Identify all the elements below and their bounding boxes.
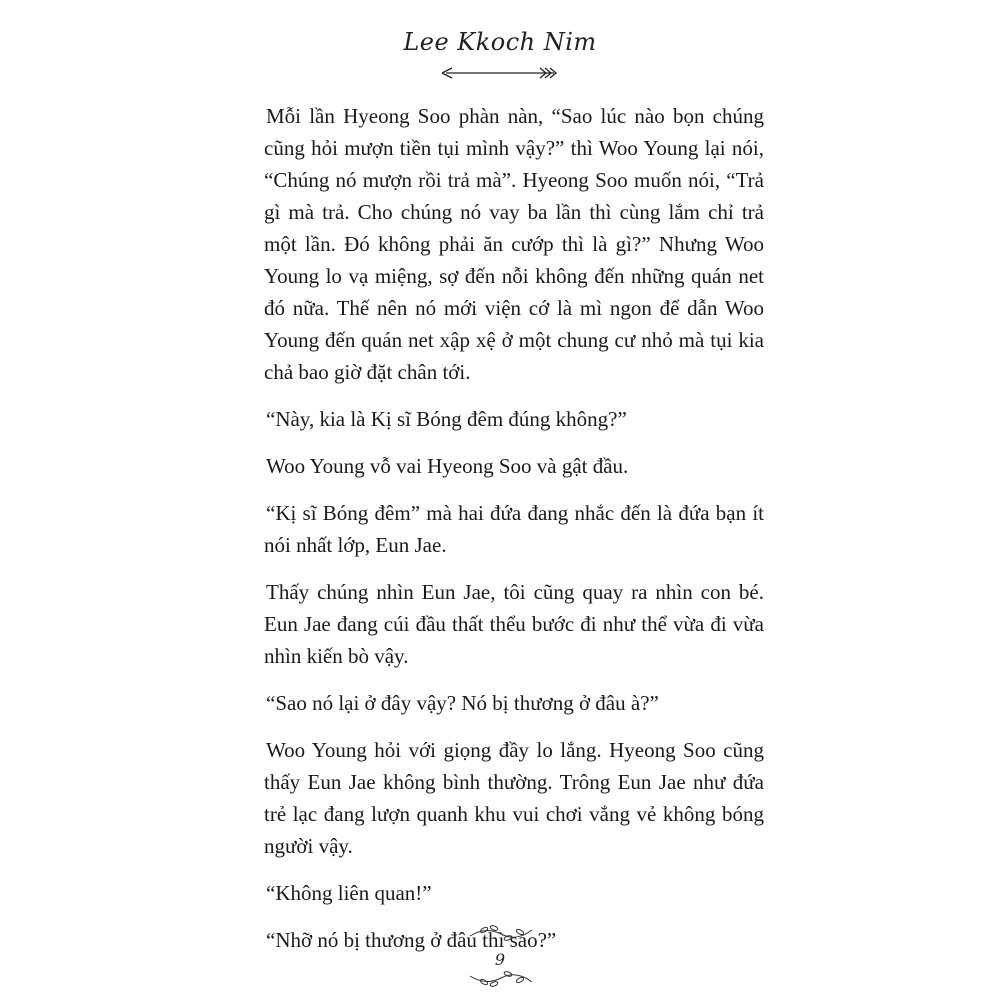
paragraph: “Kị sĩ Bóng đêm” mà hai đứa đang nhắc đến là đứa bạn ít nói nhất lớp, Eun Jae. (264, 501, 764, 557)
paragraph: Thấy chúng nhìn Eun Jae, tôi cũng quay ra nhìn con bé. Eun Jae đang cúi đầu thất thểu bước đi như thể vừa đi vừa nhìn kiến bò vậy. (264, 580, 764, 668)
paragraph: “Sao nó lại ở đây vậy? Nó bị thương ở đâu à?” (266, 691, 659, 715)
body-text (264, 100, 764, 971)
vine-ornament-icon (466, 922, 536, 944)
running-header (0, 28, 1000, 56)
paragraph: Woo Young hỏi với giọng đầy lo lắng. Hyeong Soo cũng thấy Eun Jae không bình thường. Trông Eun Jae như đứa trẻ lạc đang lượn quanh khu vui chơi vắng vẻ không bóng người vậy. (264, 738, 764, 858)
paragraph: “Không liên quan!” (266, 881, 432, 905)
paragraph: “Nhỡ nó bị thương ở đâu thì sao?” (266, 928, 557, 952)
page-number: 9 (494, 950, 506, 969)
paragraph: Woo Young vỗ vai Hyeong Soo và gật đầu. (266, 454, 629, 478)
vine-ornament-icon (466, 968, 536, 990)
author-name: Lee Kkoch Nim (403, 28, 597, 56)
arrow-ornament-icon (440, 66, 560, 80)
paragraph: “Này, kia là Kị sĩ Bóng đêm đúng không?” (266, 407, 627, 431)
paragraph: Mỗi lần Hyeong Soo phàn nàn, “Sao lúc nào bọn chúng cũng hỏi mượn tiền tụi mình vậy?” thì Woo Young lại nói, “Chúng nó mượn rồi trả mà”. Hyeong Soo muốn nói, “Trả gì mà trả. Cho chúng nó vay ba lần thì cùng lắm chỉ trả một lần. Đó không phải ăn cướp thì là gì?” Nhưng Woo Young lo vạ miệng, sợ đến nỗi không đến những quán net đó nữa. Thế nên nó mới viện cớ là mì ngon để dẫn Woo Young đến quán net xập xệ ở một chung cư nhỏ mà tụi kia chả bao giờ đặt chân tới. (264, 104, 764, 384)
